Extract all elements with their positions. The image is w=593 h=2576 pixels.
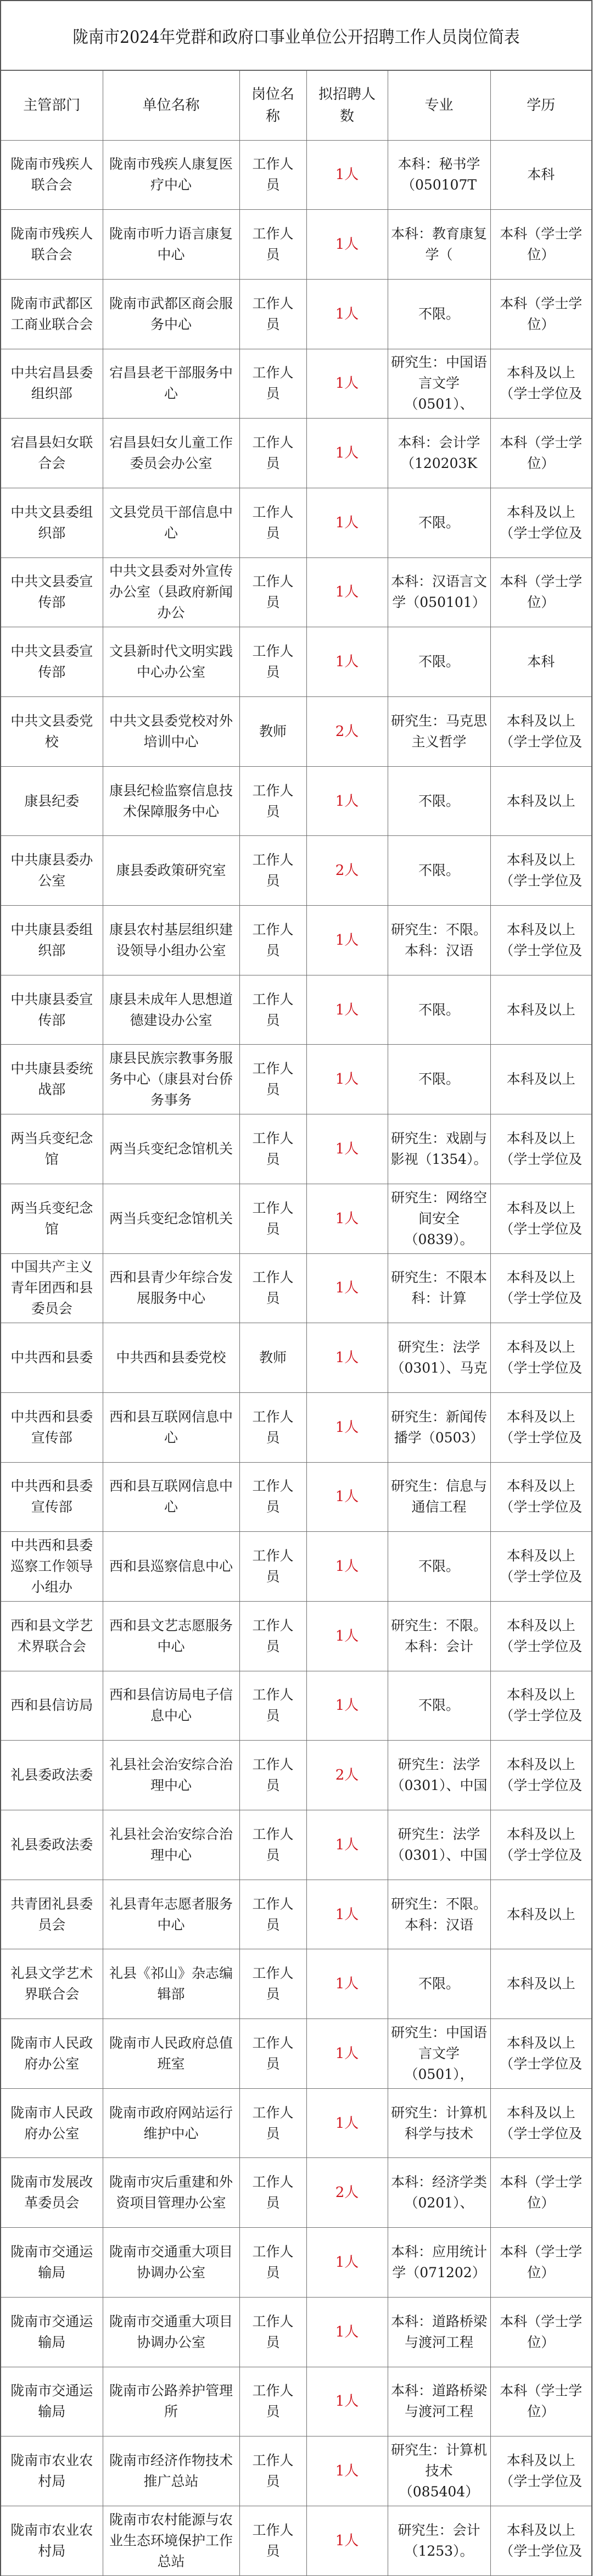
cell-count: 1人	[306, 488, 388, 557]
cell-unit: 康县纪检监察信息技术保障服务中心	[103, 766, 239, 836]
cell-post: 工作人员	[239, 1810, 306, 1880]
cell-count: 1人	[306, 210, 388, 280]
table-row	[1, 906, 591, 975]
cell-post: 工作人员	[239, 1392, 306, 1462]
cell-post: 工作人员	[239, 1880, 306, 1949]
table-row	[1, 975, 591, 1045]
cell-post: 工作人员	[239, 1114, 306, 1184]
header-major: 专业	[388, 71, 490, 140]
cell-post: 工作人员	[239, 279, 306, 349]
cell-unit: 西和县文艺志愿服务中心	[103, 1601, 239, 1671]
cell-major: 研究生：信息与通信工程	[388, 1462, 490, 1532]
table-row	[1, 2436, 591, 2506]
header-education: 学历	[490, 71, 591, 140]
table-row	[1, 1253, 591, 1323]
cell-dept: 中共康县委办公室	[1, 836, 103, 906]
cell-count: 1人	[306, 1462, 388, 1532]
table-row	[1, 1392, 591, 1462]
cell-post: 工作人员	[239, 975, 306, 1045]
cell-dept: 中共西和县委宣传部	[1, 1462, 103, 1532]
cell-major: 研究生：计算机技术（085404）	[388, 2436, 490, 2506]
cell-post: 工作人员	[239, 836, 306, 906]
cell-post: 工作人员	[239, 1741, 306, 1810]
cell-unit: 西和县青少年综合发展服务中心	[103, 1253, 239, 1323]
cell-education: 本科（学士学位）	[490, 419, 591, 488]
cell-count: 1人	[306, 1880, 388, 1949]
table-row	[1, 1810, 591, 1880]
table-row	[1, 1949, 591, 2019]
cell-education: 本科及以上（学士学位及	[490, 697, 591, 767]
cell-education: 本科及以上（学士学位及	[490, 1184, 591, 1253]
cell-dept: 陇南市人民政府办公室	[1, 2019, 103, 2089]
cell-education: 本科及以上（学士学位及	[490, 1392, 591, 1462]
cell-count: 1人	[306, 1323, 388, 1393]
cell-education: 本科及以上（学士学位及	[490, 349, 591, 419]
cell-dept: 共青团礼县委员会	[1, 1880, 103, 1949]
table-row	[1, 1880, 591, 1949]
cell-dept: 中共康县委统战部	[1, 1045, 103, 1114]
page-title: 陇南市2024年党群和政府口事业单位公开招聘工作人员岗位简表	[72, 27, 520, 47]
cell-dept: 两当兵变纪念馆	[1, 1114, 103, 1184]
cell-dept: 中共文县委宣传部	[1, 627, 103, 697]
table-row	[1, 1741, 591, 1810]
cell-unit: 礼县《祁山》杂志编辑部	[103, 1949, 239, 2019]
cell-post: 工作人员	[239, 2158, 306, 2228]
cell-major: 研究生：会计（1253）。	[388, 2506, 490, 2575]
table-row	[1, 1671, 591, 1741]
cell-major: 研究生：不限。本科：汉语	[388, 1880, 490, 1949]
cell-dept: 陇南市人民政府办公室	[1, 2088, 103, 2158]
cell-post: 工作人员	[239, 1045, 306, 1114]
cell-post: 工作人员	[239, 419, 306, 488]
cell-count: 1人	[306, 1671, 388, 1741]
cell-dept: 礼县委政法委	[1, 1810, 103, 1880]
cell-unit: 礼县社会治安综合治理中心	[103, 1741, 239, 1810]
cell-count: 2人	[306, 2158, 388, 2228]
cell-unit: 中共文县委党校对外培训中心	[103, 697, 239, 767]
table-row	[1, 349, 591, 419]
cell-dept: 中共文县委党校	[1, 697, 103, 767]
cell-count: 1人	[306, 2297, 388, 2367]
cell-major: 本科：教育康复学（	[388, 210, 490, 280]
cell-post: 工作人员	[239, 2088, 306, 2158]
cell-post: 教师	[239, 1323, 306, 1393]
cell-post: 工作人员	[239, 2297, 306, 2367]
cell-dept: 西和县信访局	[1, 1671, 103, 1741]
cell-major: 不限。	[388, 488, 490, 557]
cell-unit: 康县农村基层组织建设领导小组办公室	[103, 906, 239, 975]
cell-unit: 陇南市听力语言康复中心	[103, 210, 239, 280]
cell-dept: 两当兵变纪念馆	[1, 1184, 103, 1253]
cell-dept: 中共西和县委宣传部	[1, 1392, 103, 1462]
table-row	[1, 1045, 591, 1114]
cell-dept: 中共宕昌县委组织部	[1, 349, 103, 419]
cell-major: 不限。	[388, 766, 490, 836]
cell-education: 本科（学士学位）	[490, 210, 591, 280]
cell-major: 研究生：戏剧与影视（1354）。	[388, 1114, 490, 1184]
cell-dept: 中共西和县委巡察工作领导小组办	[1, 1532, 103, 1602]
table-row	[1, 2088, 591, 2158]
table-row	[1, 1601, 591, 1671]
table-row	[1, 488, 591, 557]
cell-post: 工作人员	[239, 906, 306, 975]
cell-dept: 陇南市农业农村局	[1, 2436, 103, 2506]
cell-post: 工作人员	[239, 557, 306, 627]
table-row	[1, 210, 591, 280]
cell-post: 工作人员	[239, 2228, 306, 2298]
cell-education: 本科及以上（学士学位及	[490, 2019, 591, 2089]
cell-unit: 西和县信访局电子信息中心	[103, 1671, 239, 1741]
cell-education: 本科及以上（学士学位及	[490, 1253, 591, 1323]
table-row	[1, 2297, 591, 2367]
cell-post: 教师	[239, 697, 306, 767]
header-post: 岗位名称	[239, 71, 306, 140]
cell-education: 本科及以上（学士学位及	[490, 1114, 591, 1184]
cell-unit: 陇南市人民政府总值班室	[103, 2019, 239, 2089]
cell-major: 研究生：不限。本科：汉语	[388, 906, 490, 975]
cell-unit: 西和县互联网信息中心	[103, 1462, 239, 1532]
cell-count: 2人	[306, 697, 388, 767]
cell-major: 研究生：新闻传播学（0503）	[388, 1392, 490, 1462]
cell-count: 1人	[306, 1184, 388, 1253]
cell-major: 研究生：中国语言文学（0501）、	[388, 349, 490, 419]
cell-dept: 陇南市残疾人联合会	[1, 210, 103, 280]
cell-education: 本科（学士学位）	[490, 2228, 591, 2298]
cell-dept: 中共康县委宣传部	[1, 975, 103, 1045]
cell-count: 1人	[306, 2436, 388, 2506]
cell-education: 本科及以上（学士学位及	[490, 1462, 591, 1532]
cell-post: 工作人员	[239, 140, 306, 210]
cell-post: 工作人员	[239, 1184, 306, 1253]
cell-post: 工作人员	[239, 2506, 306, 2575]
cell-dept: 中共文县委宣传部	[1, 557, 103, 627]
table-row	[1, 279, 591, 349]
cell-education: 本科及以上	[490, 1880, 591, 1949]
cell-major: 本科：经济学类（0201）、	[388, 2158, 490, 2228]
cell-education: 本科（学士学位）	[490, 2158, 591, 2228]
cell-dept: 礼县委政法委	[1, 1741, 103, 1810]
cell-education: 本科	[490, 627, 591, 697]
cell-education: 本科及以上（学士学位及	[490, 1810, 591, 1880]
cell-major: 本科：秘书学（050107T	[388, 140, 490, 210]
cell-post: 工作人员	[239, 2019, 306, 2089]
cell-post: 工作人员	[239, 1671, 306, 1741]
cell-count: 1人	[306, 1949, 388, 2019]
header-row	[1, 71, 591, 140]
title-row	[1, 1, 591, 71]
cell-education: 本科及以上	[490, 1949, 591, 2019]
cell-major: 不限。	[388, 627, 490, 697]
cell-major: 研究生：法学（0301）、中国	[388, 1810, 490, 1880]
header-dept: 主管部门	[1, 71, 103, 140]
cell-major: 本科：应用统计学（071202）	[388, 2228, 490, 2298]
cell-count: 1人	[306, 2506, 388, 2575]
cell-unit: 两当兵变纪念馆机关	[103, 1114, 239, 1184]
table-row	[1, 627, 591, 697]
cell-education: 本科及以上（学士学位及	[490, 488, 591, 557]
cell-count: 1人	[306, 1253, 388, 1323]
cell-unit: 陇南市交通重大项目协调办公室	[103, 2297, 239, 2367]
cell-post: 工作人员	[239, 1601, 306, 1671]
header-count: 拟招聘人数	[306, 71, 388, 140]
table-body	[1, 140, 591, 2575]
cell-major: 不限。	[388, 279, 490, 349]
cell-major: 研究生：不限。本科：会计	[388, 1601, 490, 1671]
table-row	[1, 2158, 591, 2228]
cell-education: 本科及以上（学士学位及	[490, 1741, 591, 1810]
cell-major: 研究生：法学（0301）、中国	[388, 1741, 490, 1810]
cell-count: 1人	[306, 419, 388, 488]
cell-education: 本科及以上（学士学位及	[490, 1532, 591, 1602]
cell-dept: 中共文县委组织部	[1, 488, 103, 557]
cell-major: 研究生：计算机科学与技术	[388, 2088, 490, 2158]
cell-major: 不限。	[388, 836, 490, 906]
cell-unit: 陇南市灾后重建和外资项目管理办公室	[103, 2158, 239, 2228]
cell-dept: 宕昌县妇女联合会	[1, 419, 103, 488]
table-row	[1, 1114, 591, 1184]
cell-post: 工作人员	[239, 2367, 306, 2436]
cell-post: 工作人员	[239, 627, 306, 697]
cell-count: 1人	[306, 279, 388, 349]
table-row	[1, 697, 591, 767]
table-row	[1, 1462, 591, 1532]
cell-count: 1人	[306, 1810, 388, 1880]
table-row	[1, 2506, 591, 2575]
table-row	[1, 836, 591, 906]
cell-unit: 陇南市经济作物技术推广总站	[103, 2436, 239, 2506]
cell-unit: 中共文县委对外宣传办公室（县政府新闻办公	[103, 557, 239, 627]
cell-major: 不限。	[388, 1532, 490, 1602]
cell-education: 本科（学士学位）	[490, 2367, 591, 2436]
cell-dept: 陇南市交通运输局	[1, 2367, 103, 2436]
cell-major: 本科：道路桥梁与渡河工程	[388, 2367, 490, 2436]
cell-major: 本科：会计学（120203K	[388, 419, 490, 488]
cell-dept: 陇南市交通运输局	[1, 2228, 103, 2298]
cell-major: 不限。	[388, 1045, 490, 1114]
cell-education: 本科	[490, 140, 591, 210]
cell-post: 工作人员	[239, 210, 306, 280]
cell-count: 1人	[306, 1045, 388, 1114]
cell-unit: 宕昌县老干部服务中心	[103, 349, 239, 419]
cell-dept: 陇南市残疾人联合会	[1, 140, 103, 210]
cell-education: 本科（学士学位）	[490, 2297, 591, 2367]
cell-education: 本科及以上（学士学位及	[490, 2506, 591, 2575]
cell-dept: 陇南市交通运输局	[1, 2297, 103, 2367]
cell-unit: 康县委政策研究室	[103, 836, 239, 906]
cell-count: 1人	[306, 906, 388, 975]
table-row	[1, 2019, 591, 2089]
cell-education: 本科及以上	[490, 1045, 591, 1114]
cell-count: 1人	[306, 1114, 388, 1184]
cell-unit: 文县新时代文明实践中心办公室	[103, 627, 239, 697]
cell-unit: 礼县青年志愿者服务中心	[103, 1880, 239, 1949]
cell-unit: 康县民族宗教事务服务中心（康县对台侨务事务	[103, 1045, 239, 1114]
cell-education: 本科及以上（学士学位及	[490, 1601, 591, 1671]
cell-unit: 西和县巡察信息中心	[103, 1532, 239, 1602]
table-row	[1, 1532, 591, 1602]
cell-post: 工作人员	[239, 488, 306, 557]
cell-major: 研究生：马克思主义哲学	[388, 697, 490, 767]
cell-post: 工作人员	[239, 766, 306, 836]
cell-unit: 康县未成年人思想道德建设办公室	[103, 975, 239, 1045]
cell-count: 1人	[306, 2019, 388, 2089]
table-row	[1, 1323, 591, 1393]
cell-dept: 陇南市发展改革委员会	[1, 2158, 103, 2228]
cell-major: 研究生：网络空间安全（0839）。	[388, 1184, 490, 1253]
cell-dept: 陇南市农业农村局	[1, 2506, 103, 2575]
cell-education: 本科及以上	[490, 975, 591, 1045]
cell-count: 1人	[306, 557, 388, 627]
cell-education: 本科（学士学位）	[490, 557, 591, 627]
cell-count: 2人	[306, 836, 388, 906]
cell-unit: 宕昌县妇女儿童工作委员会办公室	[103, 419, 239, 488]
cell-major: 不限。	[388, 975, 490, 1045]
cell-education: 本科及以上（学士学位及	[490, 906, 591, 975]
cell-count: 1人	[306, 2367, 388, 2436]
cell-major: 研究生：中国语言文学（0501），	[388, 2019, 490, 2089]
cell-education: 本科及以上（学士学位及	[490, 2436, 591, 2506]
header-unit: 单位名称	[103, 71, 239, 140]
cell-dept: 康县纪委	[1, 766, 103, 836]
cell-count: 1人	[306, 2228, 388, 2298]
cell-major: 不限。	[388, 1949, 490, 2019]
cell-unit: 两当兵变纪念馆机关	[103, 1184, 239, 1253]
cell-dept: 中共康县委组织部	[1, 906, 103, 975]
cell-education: 本科及以上（学士学位及	[490, 836, 591, 906]
cell-education: 本科及以上（学士学位及	[490, 1323, 591, 1393]
cell-count: 2人	[306, 1741, 388, 1810]
cell-post: 工作人员	[239, 1462, 306, 1532]
table-row	[1, 2367, 591, 2436]
cell-post: 工作人员	[239, 1253, 306, 1323]
cell-count: 1人	[306, 1532, 388, 1602]
table-row	[1, 557, 591, 627]
cell-unit: 中共西和县委党校	[103, 1323, 239, 1393]
cell-major: 不限。	[388, 1671, 490, 1741]
cell-count: 1人	[306, 1601, 388, 1671]
cell-count: 1人	[306, 975, 388, 1045]
cell-unit: 陇南市残疾人康复医疗中心	[103, 140, 239, 210]
cell-unit: 西和县互联网信息中心	[103, 1392, 239, 1462]
cell-major: 本科：汉语言文学（050101）	[388, 557, 490, 627]
cell-count: 1人	[306, 140, 388, 210]
cell-education: 本科及以上（学士学位及	[490, 2088, 591, 2158]
cell-unit: 陇南市农村能源与农业生态环境保护工作总站	[103, 2506, 239, 2575]
cell-education: 本科及以上	[490, 766, 591, 836]
cell-count: 1人	[306, 1392, 388, 1462]
cell-dept: 礼县文学艺术界联合会	[1, 1949, 103, 2019]
cell-post: 工作人员	[239, 1532, 306, 1602]
cell-count: 1人	[306, 349, 388, 419]
cell-education: 本科（学士学位）	[490, 279, 591, 349]
cell-unit: 陇南市政府网站运行维护中心	[103, 2088, 239, 2158]
table-row	[1, 419, 591, 488]
cell-unit: 礼县社会治安综合治理中心	[103, 1810, 239, 1880]
cell-unit: 陇南市交通重大项目协调办公室	[103, 2228, 239, 2298]
cell-dept: 中国共产主义青年团西和县委员会	[1, 1253, 103, 1323]
cell-dept: 陇南市武都区工商业联合会	[1, 279, 103, 349]
cell-education: 本科及以上（学士学位及	[490, 1671, 591, 1741]
cell-post: 工作人员	[239, 1949, 306, 2019]
cell-count: 1人	[306, 627, 388, 697]
table-row	[1, 766, 591, 836]
cell-count: 1人	[306, 766, 388, 836]
cell-unit: 陇南市武都区商会服务中心	[103, 279, 239, 349]
cell-dept: 中共西和县委	[1, 1323, 103, 1393]
cell-major: 本科：道路桥梁与渡河工程	[388, 2297, 490, 2367]
table-row	[1, 1184, 591, 1253]
cell-post: 工作人员	[239, 349, 306, 419]
table-row	[1, 2228, 591, 2298]
table-row	[1, 140, 591, 210]
cell-post: 工作人员	[239, 2436, 306, 2506]
cell-unit: 文县党员干部信息中心	[103, 488, 239, 557]
positions-table	[1, 71, 591, 2576]
cell-major: 研究生：法学（0301）、马克	[388, 1323, 490, 1393]
cell-major: 研究生：不限本科：计算	[388, 1253, 490, 1323]
cell-count: 1人	[306, 2088, 388, 2158]
cell-dept: 西和县文学艺术界联合会	[1, 1601, 103, 1671]
cell-unit: 陇南市公路养护管理所	[103, 2367, 239, 2436]
